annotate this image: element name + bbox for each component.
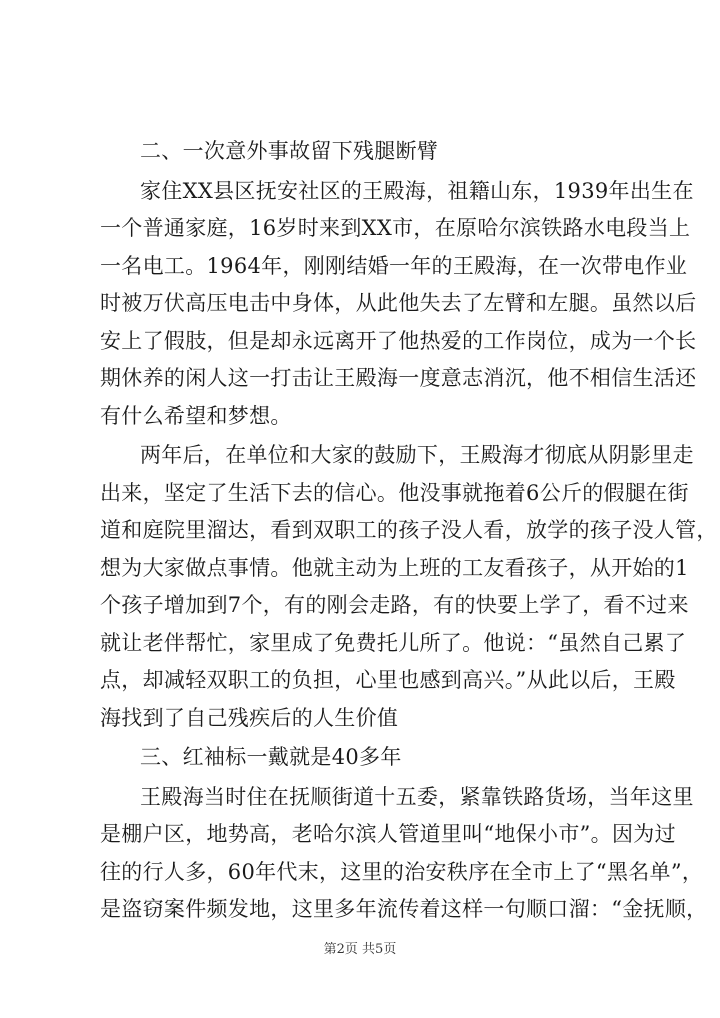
text-line: 点，却减轻双职工的负担，心里也感到高兴。”从此以后，王殿: [100, 668, 676, 692]
text-line: 海找到了自己残疾后的人生价值: [100, 705, 399, 730]
text-line: 安上了假肢，但是却永远离开了他热爱的工作岗位，成为一个长: [100, 328, 697, 353]
text-line: 想为大家做点事情。他就主动为上班的工友看孩子，从开始的1: [100, 555, 689, 580]
text-line: 是盗窃案件频发地，这里多年流传着这样一句顺口溜：“金抚顺，: [100, 897, 708, 921]
text-line: 两年后，在单位和大家的鼓励下，王殿海才彻底从阴影里走: [140, 443, 694, 467]
text-line: 期休养的闲人这一打击让王殿海一度意志消沉，他不相信生活还: [100, 366, 697, 390]
section-heading: 三、红袖标一戴就是40多年: [140, 745, 402, 769]
paragraph: [100, 437, 718, 737]
text-line: 就让老伴帮忙，家里成了免费托儿所了。他说：“虽然自己累了: [100, 630, 687, 655]
document-body: [100, 133, 718, 931]
text-line: 家住XX县区抚安社区的王殿海，祖籍山东，1939年出生在: [140, 178, 694, 203]
text-line: 一名电工。1964年，刚刚结婚一年的王殿海，在一次带电作业: [100, 253, 688, 278]
text-line: 道和庭院里溜达，看到双职工的孩子没人看，放学的孩子没人管，: [100, 518, 718, 542]
page-footer: 第2页 共5页: [323, 942, 397, 957]
text-line: 一个普通家庭，16岁时来到XX市，在原哈尔滨铁路水电段当上: [100, 216, 691, 240]
text-line: 有什么希望和梦想。: [100, 403, 292, 428]
section-heading: 二、一次意外事故留下残腿断臂: [140, 139, 439, 163]
section-2: [100, 133, 718, 737]
text-line: 时被万伏高压电击中身体，从此他失去了左臂和左腿。虽然以后: [100, 291, 697, 315]
text-line: 个孩子增加到7个，有的刚会走路，有的快要上学了，看不过来: [100, 593, 689, 617]
paragraph: [100, 779, 708, 929]
text-line: 往的行人多，60年代末，这里的治安秩序在全市上了“黑名单”，: [100, 859, 704, 884]
paragraph: [100, 173, 697, 436]
text-line: 出来，坚定了生活下去的信心。他没事就拖着6公斤的假腿在街: [100, 480, 689, 505]
text-line: 王殿海当时住在抚顺街道十五委，紧靠铁路货场，当年这里: [140, 784, 694, 809]
text-line: 是棚户区，地势高，老哈尔滨人管道里叫“地保小市”。因为过: [100, 822, 676, 846]
section-3: [100, 739, 708, 929]
